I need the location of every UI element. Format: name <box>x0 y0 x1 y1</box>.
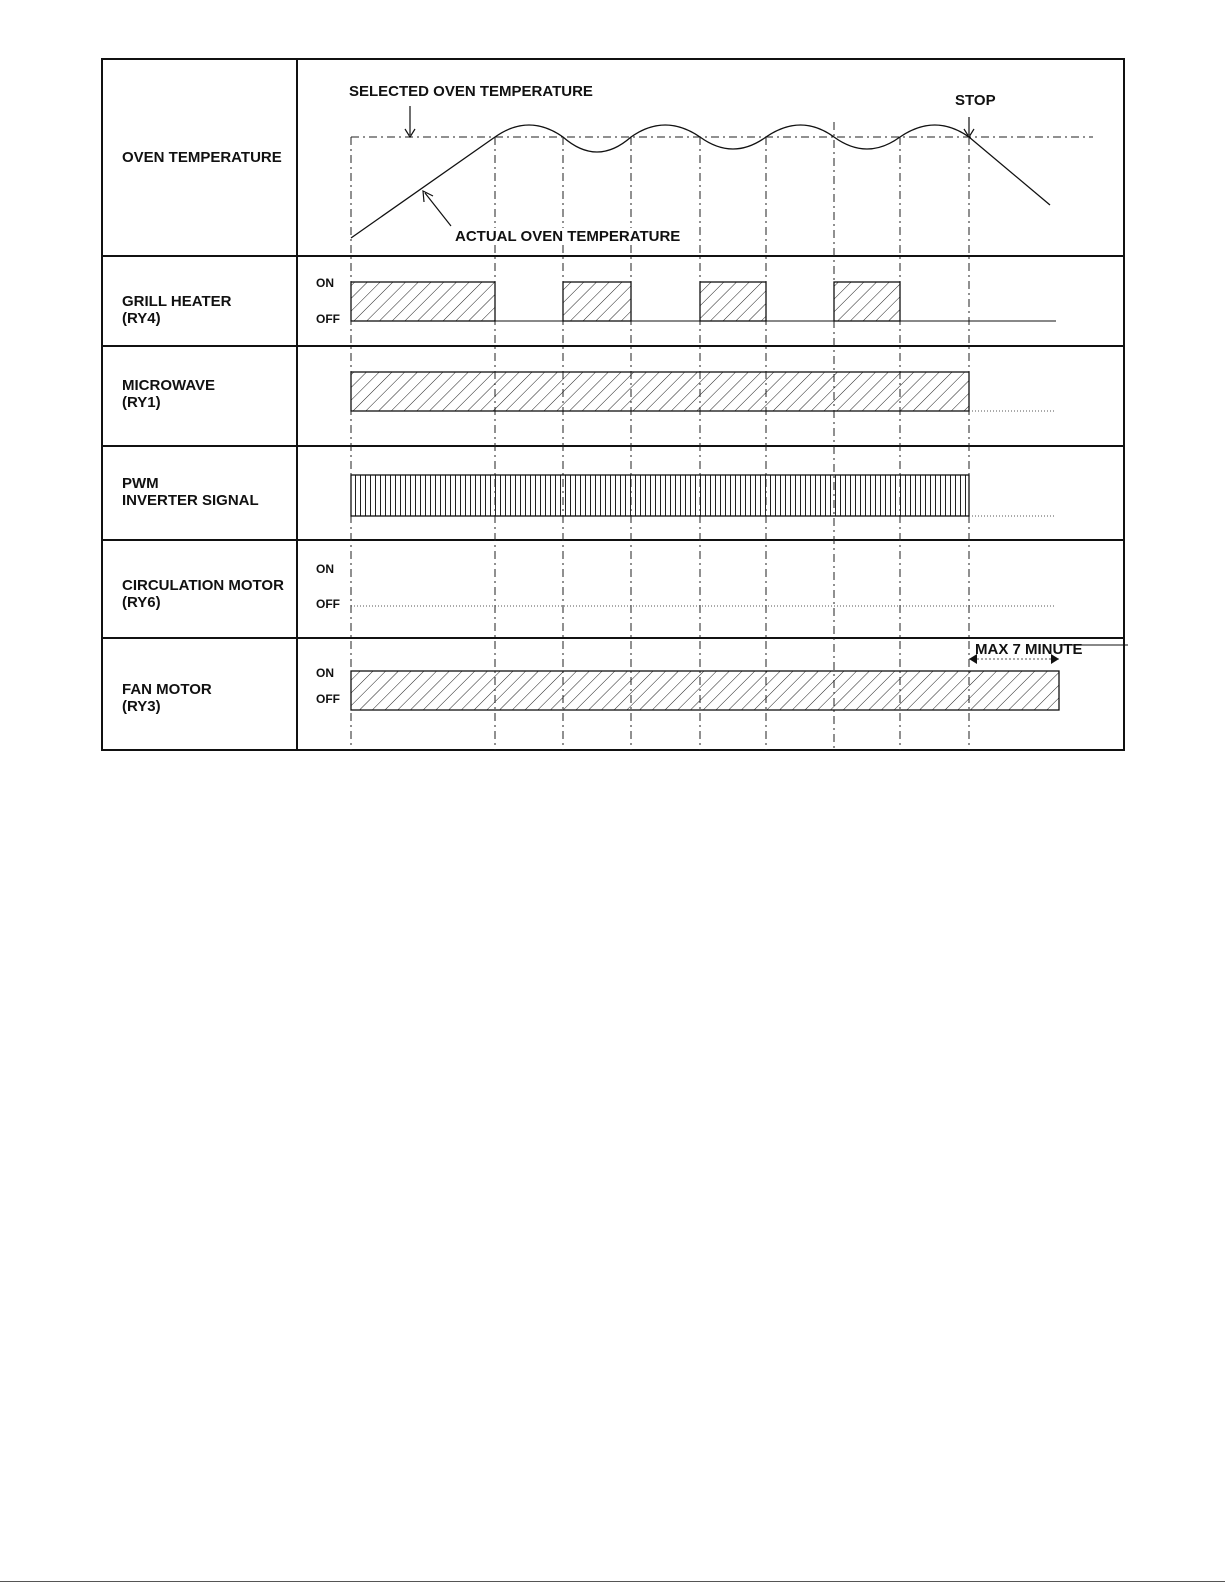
grill-heater-trace <box>351 282 1056 321</box>
circulation-on-label: ON <box>316 562 334 576</box>
actual-temperature-label: ACTUAL OVEN TEMPERATURE <box>455 228 681 245</box>
row-label-line2: (RY6) <box>122 594 161 611</box>
selected-temperature-label: SELECTED OVEN TEMPERATURE <box>349 83 593 100</box>
row-label-line2: (RY3) <box>122 698 161 715</box>
row-label-line1: FAN MOTOR <box>122 681 212 698</box>
actual-arrow-icon <box>423 191 451 226</box>
row-label-line1: OVEN TEMPERATURE <box>122 149 282 166</box>
row-label-circulation-motor <box>122 577 284 611</box>
page-bottom-rule <box>0 1581 1225 1582</box>
row-label-line1: PWM <box>122 475 159 492</box>
grill-on-pulse <box>834 282 900 321</box>
selected-arrow-icon <box>405 106 415 137</box>
row-label-fan-motor <box>122 681 212 715</box>
circulation-off-label: OFF <box>316 597 340 611</box>
fan-off-label: OFF <box>316 692 340 706</box>
grill-on-pulse <box>700 282 766 321</box>
row-label-line1: GRILL HEATER <box>122 293 232 310</box>
row-label-microwave <box>122 377 215 411</box>
grill-on-pulse <box>351 282 495 321</box>
microwave-trace <box>351 372 1056 411</box>
max-duration-label: MAX 7 MINUTE <box>975 641 1083 658</box>
row-label-line1: MICROWAVE <box>122 377 216 394</box>
grill-on-label: ON <box>316 276 334 290</box>
fan-on-label: ON <box>316 666 334 680</box>
grill-off-label: OFF <box>316 312 340 326</box>
row-label-grill-heater <box>122 293 231 327</box>
row-label-line1: CIRCULATION MOTOR <box>122 577 284 594</box>
fan-on-bar <box>351 671 1059 710</box>
pwm-trace <box>351 475 1056 516</box>
microwave-on-bar <box>351 372 969 411</box>
row-label-oven-temperature <box>122 149 282 166</box>
stop-label: STOP <box>955 92 996 109</box>
row-label-line2: INVERTER SIGNAL <box>122 492 259 509</box>
pwm-signal-bar <box>351 475 969 516</box>
row-label-pwm <box>122 475 259 509</box>
row-label-line2: (RY4) <box>122 310 161 327</box>
row-label-line2: (RY1) <box>122 394 161 411</box>
grill-on-pulse <box>563 282 631 321</box>
